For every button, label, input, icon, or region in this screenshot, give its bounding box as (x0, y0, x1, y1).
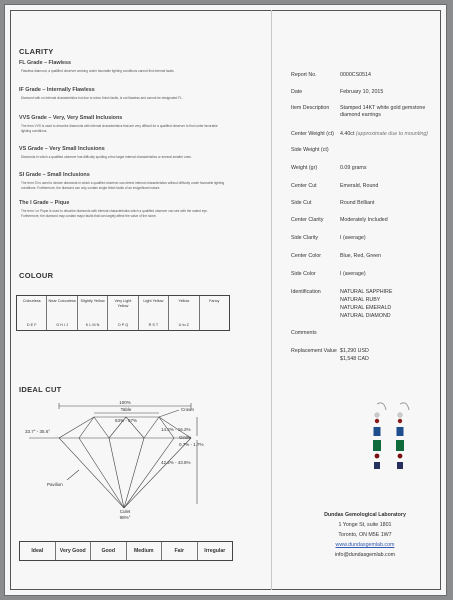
report-field-label: Side Cut (291, 200, 312, 206)
report-value-text: Stamped 14KT white gold gemstone diamond earrings (340, 105, 426, 118)
report-value-text: I (average) (340, 235, 366, 241)
clarity-grade-heading: The I Grade – Pique (19, 200, 70, 206)
report-field-value (340, 200, 440, 207)
report-field-value (340, 356, 440, 363)
clarity-grade-heading: VVS Grade – Very, Very Small Inclusions (19, 115, 123, 121)
report-field-value (340, 305, 440, 312)
report-field-label: Center Clarity (291, 217, 324, 223)
report-value-text: NATURAL SAPPHIRE (340, 289, 393, 295)
report-field-label: Date (291, 89, 303, 95)
colour-column (169, 296, 199, 330)
table-pct-label: 53% - 57% (114, 418, 138, 423)
report-value-text: NATURAL RUBY (340, 297, 381, 303)
colour-column-label: Fancy (209, 299, 220, 303)
cut-grade-cell: Good (91, 542, 127, 560)
report-value-note: (approximate due to mounting) (355, 131, 429, 137)
clarity-grade-description: The term I or Pique is used to describe diamonds with internal characteristics which a qualified observer can see with the naked eye. Furthermore, the diamond may contain major faults that can largely affect the value of the stone. (21, 209, 208, 218)
report-value-text: Moderately Included (340, 217, 388, 223)
lab-website-link[interactable]: www.dundasgemlab.com (335, 542, 395, 548)
report-field-value (340, 271, 440, 278)
report-field-value (340, 183, 440, 190)
crown-height-label: 14.2% - 16.2% (161, 427, 191, 432)
report-field-label: Side Weight (ct) (291, 147, 329, 153)
clarity-title: CLARITY (19, 47, 54, 56)
report-value-text: February 10, 2015 (340, 89, 384, 95)
colour-grade-letters: O P Q (117, 323, 129, 327)
clarity-grade-description: Diamonds in which a qualified observer has difficulty spotting a few larger internal characteristics or several smaller ones. (21, 155, 192, 159)
clarity-grade-heading: SI Grade – Small Inclusions (19, 172, 90, 178)
report-field-value (340, 253, 440, 260)
report-field-value (340, 131, 440, 138)
report-field-value (340, 297, 440, 304)
crown-label: Crown (181, 407, 195, 412)
cut-grade-cell: Fair (162, 542, 198, 560)
clarity-grade-description: Diamond with no internal characteristics but due to minor finish faults, is not flawless and cannot be designated FL. (21, 96, 183, 100)
colour-column (108, 296, 138, 330)
report-field-label: Side Color (291, 271, 316, 277)
right-earring (396, 403, 409, 469)
colour-column (78, 296, 108, 330)
colour-grade-letters: R S T (148, 323, 159, 327)
column-divider (271, 10, 272, 590)
colour-column (17, 296, 47, 330)
colour-grade-letters: D E F (26, 323, 37, 327)
earrings-photo (360, 400, 420, 490)
colour-column (47, 296, 77, 330)
report-field-value (340, 313, 440, 320)
report-value-text: Emerald, Round (340, 183, 379, 189)
clarity-grade-heading: VS Grade – Very Small Inclusions (19, 146, 105, 152)
report-field-value (340, 217, 440, 224)
report-field-label: Weight (gr) (291, 165, 318, 171)
colour-column-label: Slightly Yellow (80, 299, 105, 303)
cut-grade-table (19, 541, 233, 561)
ideal-cut-title: IDEAL CUT (19, 385, 62, 394)
colour-column-label: Very Light Yellow (114, 299, 132, 308)
report-value-text: NATURAL DIAMOND (340, 313, 391, 319)
clarity-grade-description: Flawless diamond, a qualified observer working under favorable lighting conditions cannot find internal faults. (21, 69, 175, 73)
culet-label: Culet (119, 509, 131, 514)
report-value-text: Blue, Red, Green (340, 253, 381, 259)
girdle-pct-label: 0.7% - 1.7% (179, 442, 204, 447)
report-field-label: Side Clarity (291, 235, 319, 241)
pavilion-label: Pavilion (47, 482, 63, 487)
lab-name: Dundas Gemological Laboratory (324, 512, 406, 518)
colour-grade-letters: K L M N (85, 323, 100, 327)
clarity-grade-description: The term SI is used to denote diamonds in which a qualified observer can detect internal characteristics without difficulty under favorable lighting conditions. Furthermore, the diamond can only contain single finish faults of an insignificant nature. (21, 181, 225, 190)
cut-grade-cell: Medium (127, 542, 163, 560)
lab-address-line2: Toronto, ON M5E 1W7 (338, 532, 392, 538)
colour-column-label: Near Colourless (48, 299, 76, 303)
clarity-grade-heading: FL Grade – Flawless (19, 60, 72, 66)
colour-scale-table (16, 295, 230, 331)
colour-grade-letters: U to Z (178, 323, 189, 327)
report-field-label: Item Description (291, 105, 330, 111)
table-label: Table (120, 407, 132, 412)
colour-column-label: Light Yellow (143, 299, 164, 303)
cut-grade-cell: Very Good (56, 542, 92, 560)
report-value-text: 0000CS0514 (340, 72, 371, 78)
crown-angle-label: 33.7° - 35.6° (25, 429, 51, 434)
clarity-grade-heading: IF Grade – Internally Flawless (19, 87, 95, 93)
report-field-label: Center Cut (291, 183, 317, 189)
report-value-text: $1,548 CAD (340, 356, 369, 362)
pavilion-depth-label: 42.2% - 43.8% (161, 460, 191, 465)
report-field-value (340, 72, 440, 79)
report-value-text: Round Brilliant (340, 200, 375, 206)
report-field-value (340, 165, 440, 172)
report-field-value (340, 348, 440, 355)
report-field-label: Center Color (291, 253, 322, 259)
report-field-value (340, 105, 440, 119)
colour-column (139, 296, 169, 330)
report-value-text: 4.40ct (340, 131, 355, 137)
colour-title: COLOUR (19, 271, 54, 280)
colour-column (200, 296, 229, 330)
cut-grade-cell: Irregular (204, 548, 226, 554)
report-value-text: 0.09 grams (340, 165, 367, 171)
culet-pct-label: 98%° (119, 515, 131, 520)
cut-grade-cell: Ideal (20, 542, 56, 560)
report-sheet (4, 4, 447, 596)
report-value-text: NATURAL EMERALD (340, 305, 392, 311)
lab-address-line1: 1 Yonge St, suite 1801 (338, 522, 392, 528)
colour-grade-letters: G H I J (56, 323, 69, 327)
report-field-label: Replacement Value (291, 348, 337, 354)
report-field-value (340, 289, 440, 296)
report-field-label: Report No. (291, 72, 317, 78)
laboratory-address (290, 510, 440, 560)
report-field-label: Center Weight (ct) (291, 131, 334, 137)
report-value-text: I (average) (340, 271, 366, 277)
report-field-value (340, 89, 440, 96)
report-field-value (340, 235, 440, 242)
report-value-text: $1,290 USD (340, 348, 369, 354)
lab-email: info@dundasgemlab.com (334, 552, 396, 558)
colour-column-label: Yellow (178, 299, 190, 303)
total-width-label: 100% (119, 400, 131, 405)
girdle-label: Girdle (179, 435, 192, 440)
left-earring (373, 403, 386, 469)
clarity-grade-description: The term VVS is used to describe diamonds with internal characteristics that are very difficult for a qualified observer to find under favorable lighting conditions. (21, 124, 218, 133)
report-field-label: Identification (291, 289, 321, 295)
diamond-cut-diagram (19, 400, 229, 520)
report-field-label: Comments (291, 330, 317, 336)
colour-column-label: Colourless (22, 299, 41, 303)
